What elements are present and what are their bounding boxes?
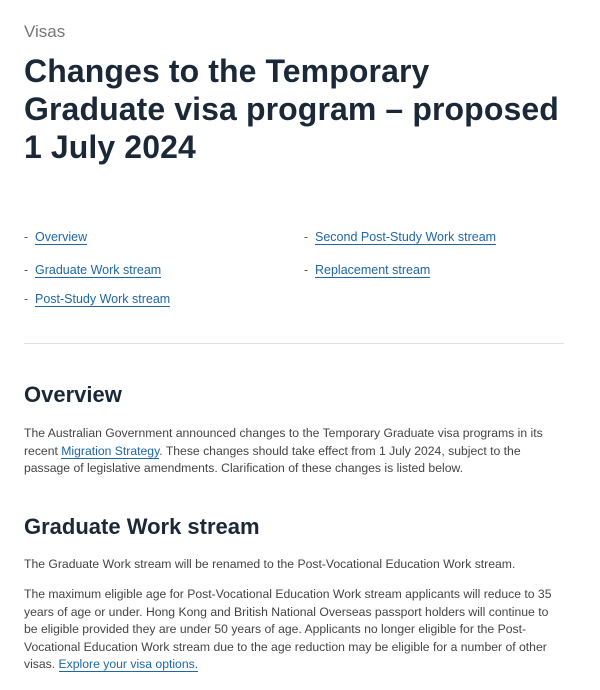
page-title: Changes to the Temporary Graduate visa program – proposed 1 July 2024 [24, 53, 559, 165]
toc-item-overview [24, 230, 87, 244]
overview-text-end: . These changes should take effect from 1 July 2024, subject to the passage of legislative amendments. Clarification of these changes is listed below. [24, 443, 521, 475]
divider [24, 343, 564, 344]
graduate-work-paragraph-2 [24, 586, 564, 674]
toc-link-overview[interactable]: Overview [35, 230, 88, 244]
category-label: Visas [24, 22, 66, 41]
toc-item-replacement [304, 263, 430, 277]
overview-paragraph [24, 425, 564, 478]
overview-heading: Overview [24, 382, 122, 407]
toc-link-second-post-study-work[interactable]: Second Post-Study Work stream [315, 230, 497, 244]
toc-item-graduate-work [24, 263, 161, 277]
graduate-work-text: The maximum eligible age for Post-Vocational Education Work stream applicants will reduce to 35 years of age or under. Hong Kong and British National Overseas passport holders will continue to be eligible provided they are under 50 years of age. Applicants no longer eligible for the Post-Vocational Education Work stream due to the age reduction may be eligible for a number of other visas. [24, 587, 552, 671]
toc-bullet: - [304, 230, 309, 244]
explore-visa-options-link[interactable]: Explore your visa options. [58, 657, 199, 671]
toc-bullet: - [24, 230, 29, 244]
toc-bullet: - [304, 263, 309, 277]
table-of-contents [24, 230, 564, 320]
overview-text-start: The Australian Government announced changes to the Temporary Graduate visa programs in its recent [24, 426, 543, 458]
graduate-work-heading: Graduate Work stream [24, 514, 260, 539]
toc-bullet: - [24, 292, 29, 306]
toc-item-post-study-work [24, 292, 170, 306]
toc-link-replacement[interactable]: Replacement stream [315, 263, 431, 277]
migration-strategy-link[interactable]: Migration Strategy [61, 443, 160, 458]
toc-bullet: - [24, 263, 29, 277]
graduate-work-paragraph-1: The Graduate Work stream will be renamed to the Post-Vocational Education Work stream. [24, 557, 516, 571]
toc-link-post-study-work[interactable]: Post-Study Work stream [35, 292, 171, 306]
toc-item-second-post-study-work [304, 230, 496, 244]
toc-link-graduate-work[interactable]: Graduate Work stream [35, 263, 162, 277]
